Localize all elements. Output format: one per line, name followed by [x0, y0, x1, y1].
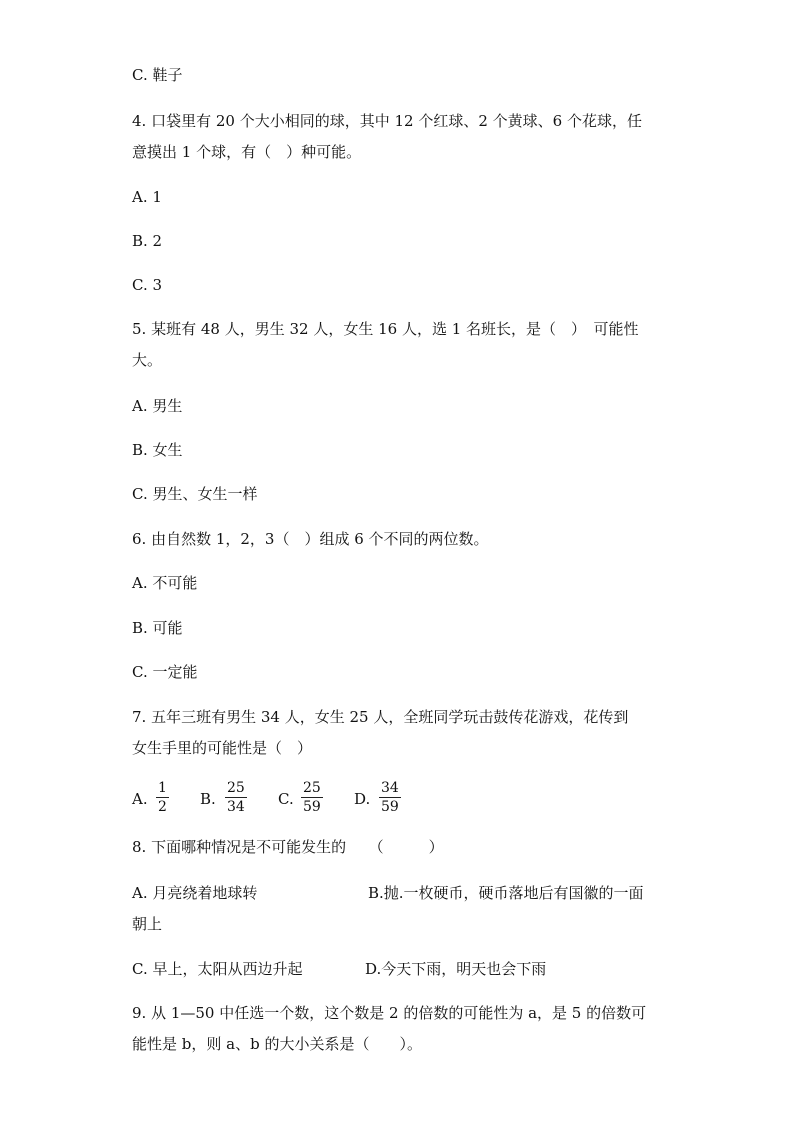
- fraction-bar: [156, 797, 169, 798]
- q7-line-2: 女生手里的可能性是（ ）: [132, 739, 313, 757]
- q9-line-2: 能性是 b，则 a、b 的大小关系是（ ）。: [132, 1035, 422, 1053]
- q8-option-b-line-2: 朝上: [132, 915, 163, 933]
- q7-option-a-label: A.: [132, 790, 148, 808]
- q6-option-b: B. 可能: [132, 619, 183, 637]
- fraction-numerator: 34: [381, 780, 399, 796]
- q7-option-d-label: D.: [354, 790, 371, 808]
- q8-option-b-line-1: B.抛.一枚硬币，硬币落地后有国徽的一面: [368, 884, 644, 902]
- q6-option-c: C. 一定能: [132, 663, 198, 681]
- q7-option-b-fraction: [225, 780, 247, 815]
- fraction-denominator: 59: [303, 799, 321, 815]
- q8-option-c: C. 早上，太阳从西边升起: [132, 960, 303, 978]
- fraction-numerator: 25: [227, 780, 245, 796]
- fraction-denominator: 2: [158, 799, 167, 815]
- q8-line-1: 8. 下面哪种情况是不可能发生的 （ ）: [132, 838, 444, 856]
- fraction-bar: [301, 797, 323, 798]
- fraction-denominator: 59: [381, 799, 399, 815]
- fraction-numerator: 25: [303, 780, 321, 796]
- q7-option-b-label: B.: [200, 790, 216, 808]
- q6-option-a: A. 不可能: [132, 574, 198, 592]
- q7-line-1: 7. 五年三班有男生 34 人，女生 25 人，全班同学玩击鼓传花游戏，花传到: [132, 708, 629, 726]
- q5-option-a: A. 男生: [132, 397, 183, 415]
- q4-line-1: 4. 口袋里有 20 个大小相同的球，其中 12 个红球、2 个黄球、6 个花球，任: [132, 112, 642, 130]
- q8-option-a: A. 月亮绕着地球转: [132, 884, 258, 902]
- q9-line-1: 9. 从 1—50 中任选一个数，这个数是 2 的倍数的可能性为 a，是 5 的倍数可: [132, 1004, 647, 1022]
- q4-option-c: C. 3: [132, 276, 163, 294]
- q7-options: [132, 780, 432, 818]
- q5-option-b: B. 女生: [132, 441, 183, 459]
- q5-line-2: 大。: [132, 351, 163, 369]
- q7-option-a-fraction: [156, 780, 169, 815]
- q5-line-1: 5. 某班有 48 人，男生 32 人，女生 16 人，选 1 名班长，是（ ） 可能性: [132, 320, 639, 338]
- q4-option-a: A. 1: [132, 188, 162, 206]
- fraction-bar: [379, 797, 401, 798]
- q3-option-c: C. 鞋子: [132, 66, 183, 84]
- q7-option-c-fraction: [301, 780, 323, 815]
- q7-option-d-fraction: [379, 780, 401, 815]
- q5-option-c: C. 男生、女生一样: [132, 485, 258, 503]
- q4-option-b: B. 2: [132, 232, 163, 250]
- fraction-bar: [225, 797, 247, 798]
- q8-option-d: D.今天下雨，明天也会下雨: [365, 960, 547, 978]
- q7-option-c-label: C.: [278, 790, 294, 808]
- fraction-denominator: 34: [227, 799, 245, 815]
- q6-line-1: 6. 由自然数 1，2，3（ ）组成 6 个不同的两位数。: [132, 530, 489, 548]
- fraction-numerator: 1: [158, 780, 167, 796]
- q4-line-2: 意摸出 1 个球，有（ ）种可能。: [132, 143, 362, 161]
